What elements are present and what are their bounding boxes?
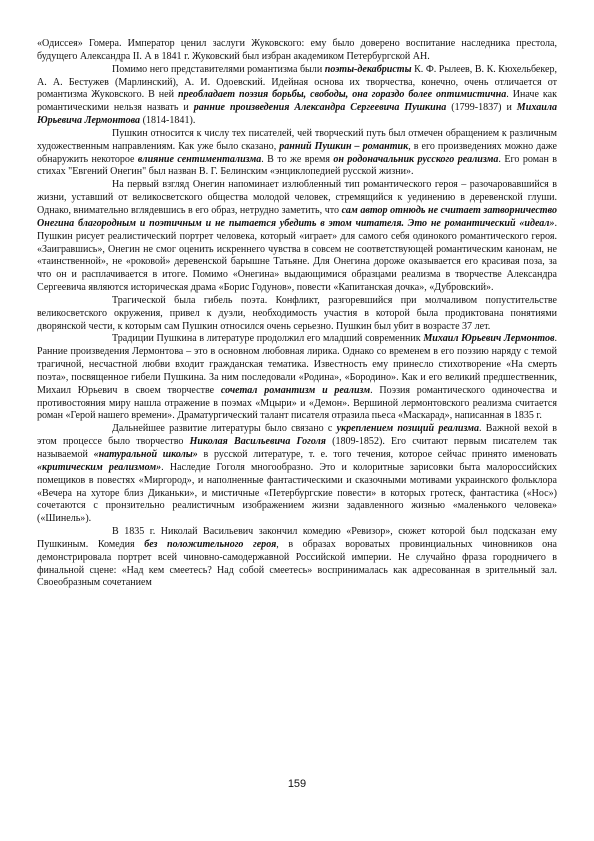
emphasis-text: ранний Пушкин – романтик — [279, 140, 409, 152]
emphasis-text: «натуральной школы» — [93, 449, 198, 460]
emphasis-text: сочетал романтизм и реализм — [220, 384, 371, 396]
text-run: . В то же время — [261, 153, 334, 165]
paragraph — [37, 128, 557, 179]
text-run: Пушкин относится к числу тех писателей, чей творческий путь был отмечен обращением к различным художественным направлениям. Как уже было сказано, — [37, 127, 557, 152]
emphasis-text: он родоначальник русского реализма — [333, 153, 499, 165]
text-run: (1814-1841). — [140, 115, 196, 127]
text-run: (1809-1852). Его считают первым писателем так называемой — [37, 436, 557, 460]
text-run: К. Ф. Рылеев, В. К. Кюхельбекер, А. А. Бестужев (Марлинский), А. И. Одоевский. Идейная основа их творчества, конечно, очень отличается от романтизма Жуковского. В ней — [37, 63, 558, 101]
text-run: Дальнейшее развитие литературы было связано с — [112, 423, 337, 435]
text-run: в русской литературе, т. е. того течения, которое сейчас принято именовать — [197, 449, 557, 460]
text-run: (1799-1837) и — [446, 102, 517, 114]
text-run: В 1835 г. Николай Васильевич закончил комедию «Ревизор», сюжет которой был подсказан ему Пушкиным. Комедия — [37, 526, 557, 550]
page-number: 159 — [287, 778, 307, 790]
text-run: Традиции Пушкина в литературе продолжил его младший современник — [112, 333, 424, 345]
text-run: . Иначе как романтическими нельзя назвать и — [37, 89, 557, 114]
emphasis-text: Михаила Юрьевича Лермонтова — [37, 102, 557, 127]
emphasis-text: «критическим реализмом» — [37, 461, 162, 473]
emphasis-text: укреплением позиций реализма — [336, 423, 480, 435]
emphasis-text: преобладает поэзия борьбы, свободы, она гораздо более оптимистична — [177, 89, 507, 101]
text-run: . Наследие Гоголя многообразно. Это и колоритные зарисовки быта малороссийских помещиков в повестях «Миргород», и наполненные фантастическими и сказочными мотивами украинского фольклора «Вечера на хуторе близ Диканьки», и мистичные «Петербургские повести» в которых гротеск, фантастика («Нос») сочетаются с пронзительно реалистичным изображением жизни задавленного жизнью «маленького человека» («Шинель»). — [37, 461, 557, 525]
paragraph — [37, 179, 557, 295]
text-run: , в образах вороватых провинциальных чиновников она демонстрировала портрет всей чиновно-самодержавной Российской империи. Не случайно фраза городничего в финальной сцене: «Над кем смеетесь? Над собой смеетесь» воспринималась как адресованная в зрительный зал. Своеобразным сочетанием — [37, 538, 557, 589]
text-run: . Ранние произведения Лермонтова – это в основном любовная лирика. Однако со временем в его поэзию наряду с темой трагичной, несчастной любви входит гражданская тематика. Известность ему принесло стихотворение «На смерть поэта», посвященное гибели Пушкина. За ним последовали «Родина», «Бородино». Как и его великий предшественник, Михаил Юрьевич в своем творчестве — [37, 333, 557, 396]
text-run: «Одиссея» Гомера. Император ценил заслуги Жуковского: ему было доверено воспитание наследника престола, будущего Александра II. А в 1841 г. Жуковский был избран академиком Петербургской АН. — [37, 38, 557, 62]
emphasis-text: влияние сентиментализма — [137, 153, 262, 165]
text-run: . Поэзия романтического одиночества и противостояния миру нашла отражение в поэмах «Мцыри» и «Демон». Вершиной лермонтовского реализма считается роман «Герой нашего времени». Драматургический талант писателя отразила пьеса «Маскарад», написанная в 1835 г. — [37, 384, 558, 422]
paragraph — [37, 526, 557, 590]
emphasis-text: поэты-декабристы — [324, 63, 412, 75]
paragraph — [37, 295, 557, 334]
text-run: . Пушкин рисует реалистический портрет человека, который «играет» для самого себя одинокого романтического героя. «Заигравшись», Онегин не смог оценить искреннего чувства в совсем не соответствующей романтическим канонам, не «таинственной», не «роковой» деревенской барышне Татьяне. Для Онегина дороже оказывается его красивая поза, за что он и расплачивается в итоге. Помимо «Онегина» выдающимися образцами реализма в творчестве Александра Сергеевича являются историческая драма «Борис Годунов», повести «Капитанская дочка», «Дубровский». — [37, 217, 557, 294]
paragraph — [37, 333, 557, 423]
emphasis-text: сам автор отнюдь не считает затворничество Онегина благородным и поэтичным и не пытается убедить в этом читателя. Это не романтический «идеал» — [37, 204, 557, 229]
paragraph — [37, 38, 557, 64]
emphasis-text: Михаил Юрьевич Лермонтов — [423, 333, 555, 345]
paragraph — [37, 64, 557, 128]
text-run: . Его роман в стихах "Евгений Онегин" был назван В. Г. Белинским «энциклопедией русской жизни». — [37, 153, 557, 178]
text-run: Трагической была гибель поэта. Конфликт, разгоревшийся при молчаливом попустительстве великосветского окружения, привел к дуэли, необходимость участия в которой была продиктована понятиями дворянской чести, к которым сам Пушкин относился очень серьезно. Пушкин был убит в возрасте 37 лет. — [37, 294, 557, 332]
text-run: , в его произведениях можно даже обнаружить некоторое — [37, 140, 557, 165]
emphasis-text: Николая Васильевича Гоголя — [189, 436, 326, 448]
emphasis-text: ранние произведения Александра Сергеевича Пушкина — [193, 102, 447, 114]
emphasis-text: без положительного героя — [144, 538, 277, 550]
document-body — [37, 38, 557, 590]
paragraph — [37, 423, 557, 526]
text-run: . Важной вехой в этом процессе было творчество — [37, 423, 557, 448]
text-run: Помимо него представителями романтизма были — [112, 63, 325, 75]
text-run: На первый взгляд Онегин напоминает излюбленный тип романтического героя – разочаровавшийся в жизни, уставший от великосветского общества молодой человек, стремящийся к уединению в деревенской глуши. Однако, внимательно вглядевшись в его образ, нетрудно заметить, что — [37, 179, 557, 216]
